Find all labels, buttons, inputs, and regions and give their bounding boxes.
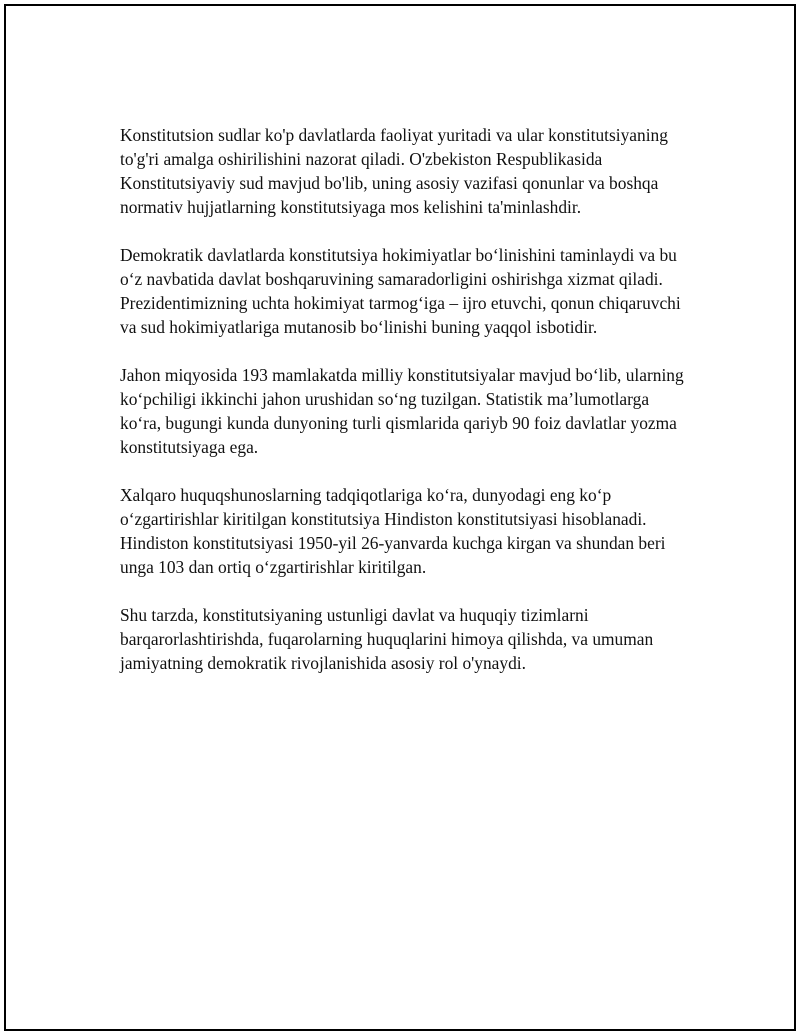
paragraph-constitutional-courts: Konstitutsion sudlar ko'p davlatlarda faoliyat yuritadi va ular konstitutsiyaning to'g'ri amalga oshirilishini nazorat qiladi. O'zbekiston Respublikasida Konstitutsiyaviy sud mavjud bo'lib, uning asosiy vazifasi qonunlar va boshqa normativ hujjatlarning konstitutsiyaga mos kelishini ta'minlashdir.	[120, 125, 668, 217]
paragraph-india-constitution: Xalqaro huquqshunoslarning tadqiqotlariga koʻra, dunyodagi eng koʻp oʻzgartirishlar kiritilgan konstitutsiya Hindiston konstitutsiyasi hisoblanadi. Hindiston konstitutsiyasi 1950-yil 26-yanvarda kuchga kirgan va shundan beri unga 103 dan ortiq oʻzgartirishlar kiritilgan.	[120, 485, 666, 577]
document-body	[120, 123, 692, 699]
paragraph-world-constitutions: Jahon miqyosida 193 mamlakatda milliy konstitutsiyalar mavjud boʻlib, ularning koʻpchiligi ikkinchi jahon urushidan soʻng tuzilgan. Statistik maʼlumotlarga koʻra, bugungi kunda dunyoning turli qismlarida qariyb 90 foiz davlatlar yozma konstitutsiyaga ega.	[120, 365, 684, 457]
paragraph-separation-of-powers: Demokratik davlatlarda konstitutsiya hokimiyatlar boʻlinishini taminlaydi va bu oʻz navbatida davlat boshqaruvining samaradorligini oshirishga xizmat qiladi. Prezidentimizning uchta hokimiyat tarmogʻiga – ijro etuvchi, qonun chiqaruvchi va sud hokimiyatlariga mutanosib boʻlinishi buning yaqqol isbotidir.	[120, 245, 681, 337]
paragraph-conclusion: Shu tarzda, konstitutsiyaning ustunligi davlat va huquqiy tizimlarni barqarorlashtirishda, fuqarolarning huquqlarini himoya qilishda, va umuman jamiyatning demokratik rivojlanishida asosiy rol o'ynaydi.	[120, 605, 654, 673]
page-frame	[4, 4, 796, 1031]
